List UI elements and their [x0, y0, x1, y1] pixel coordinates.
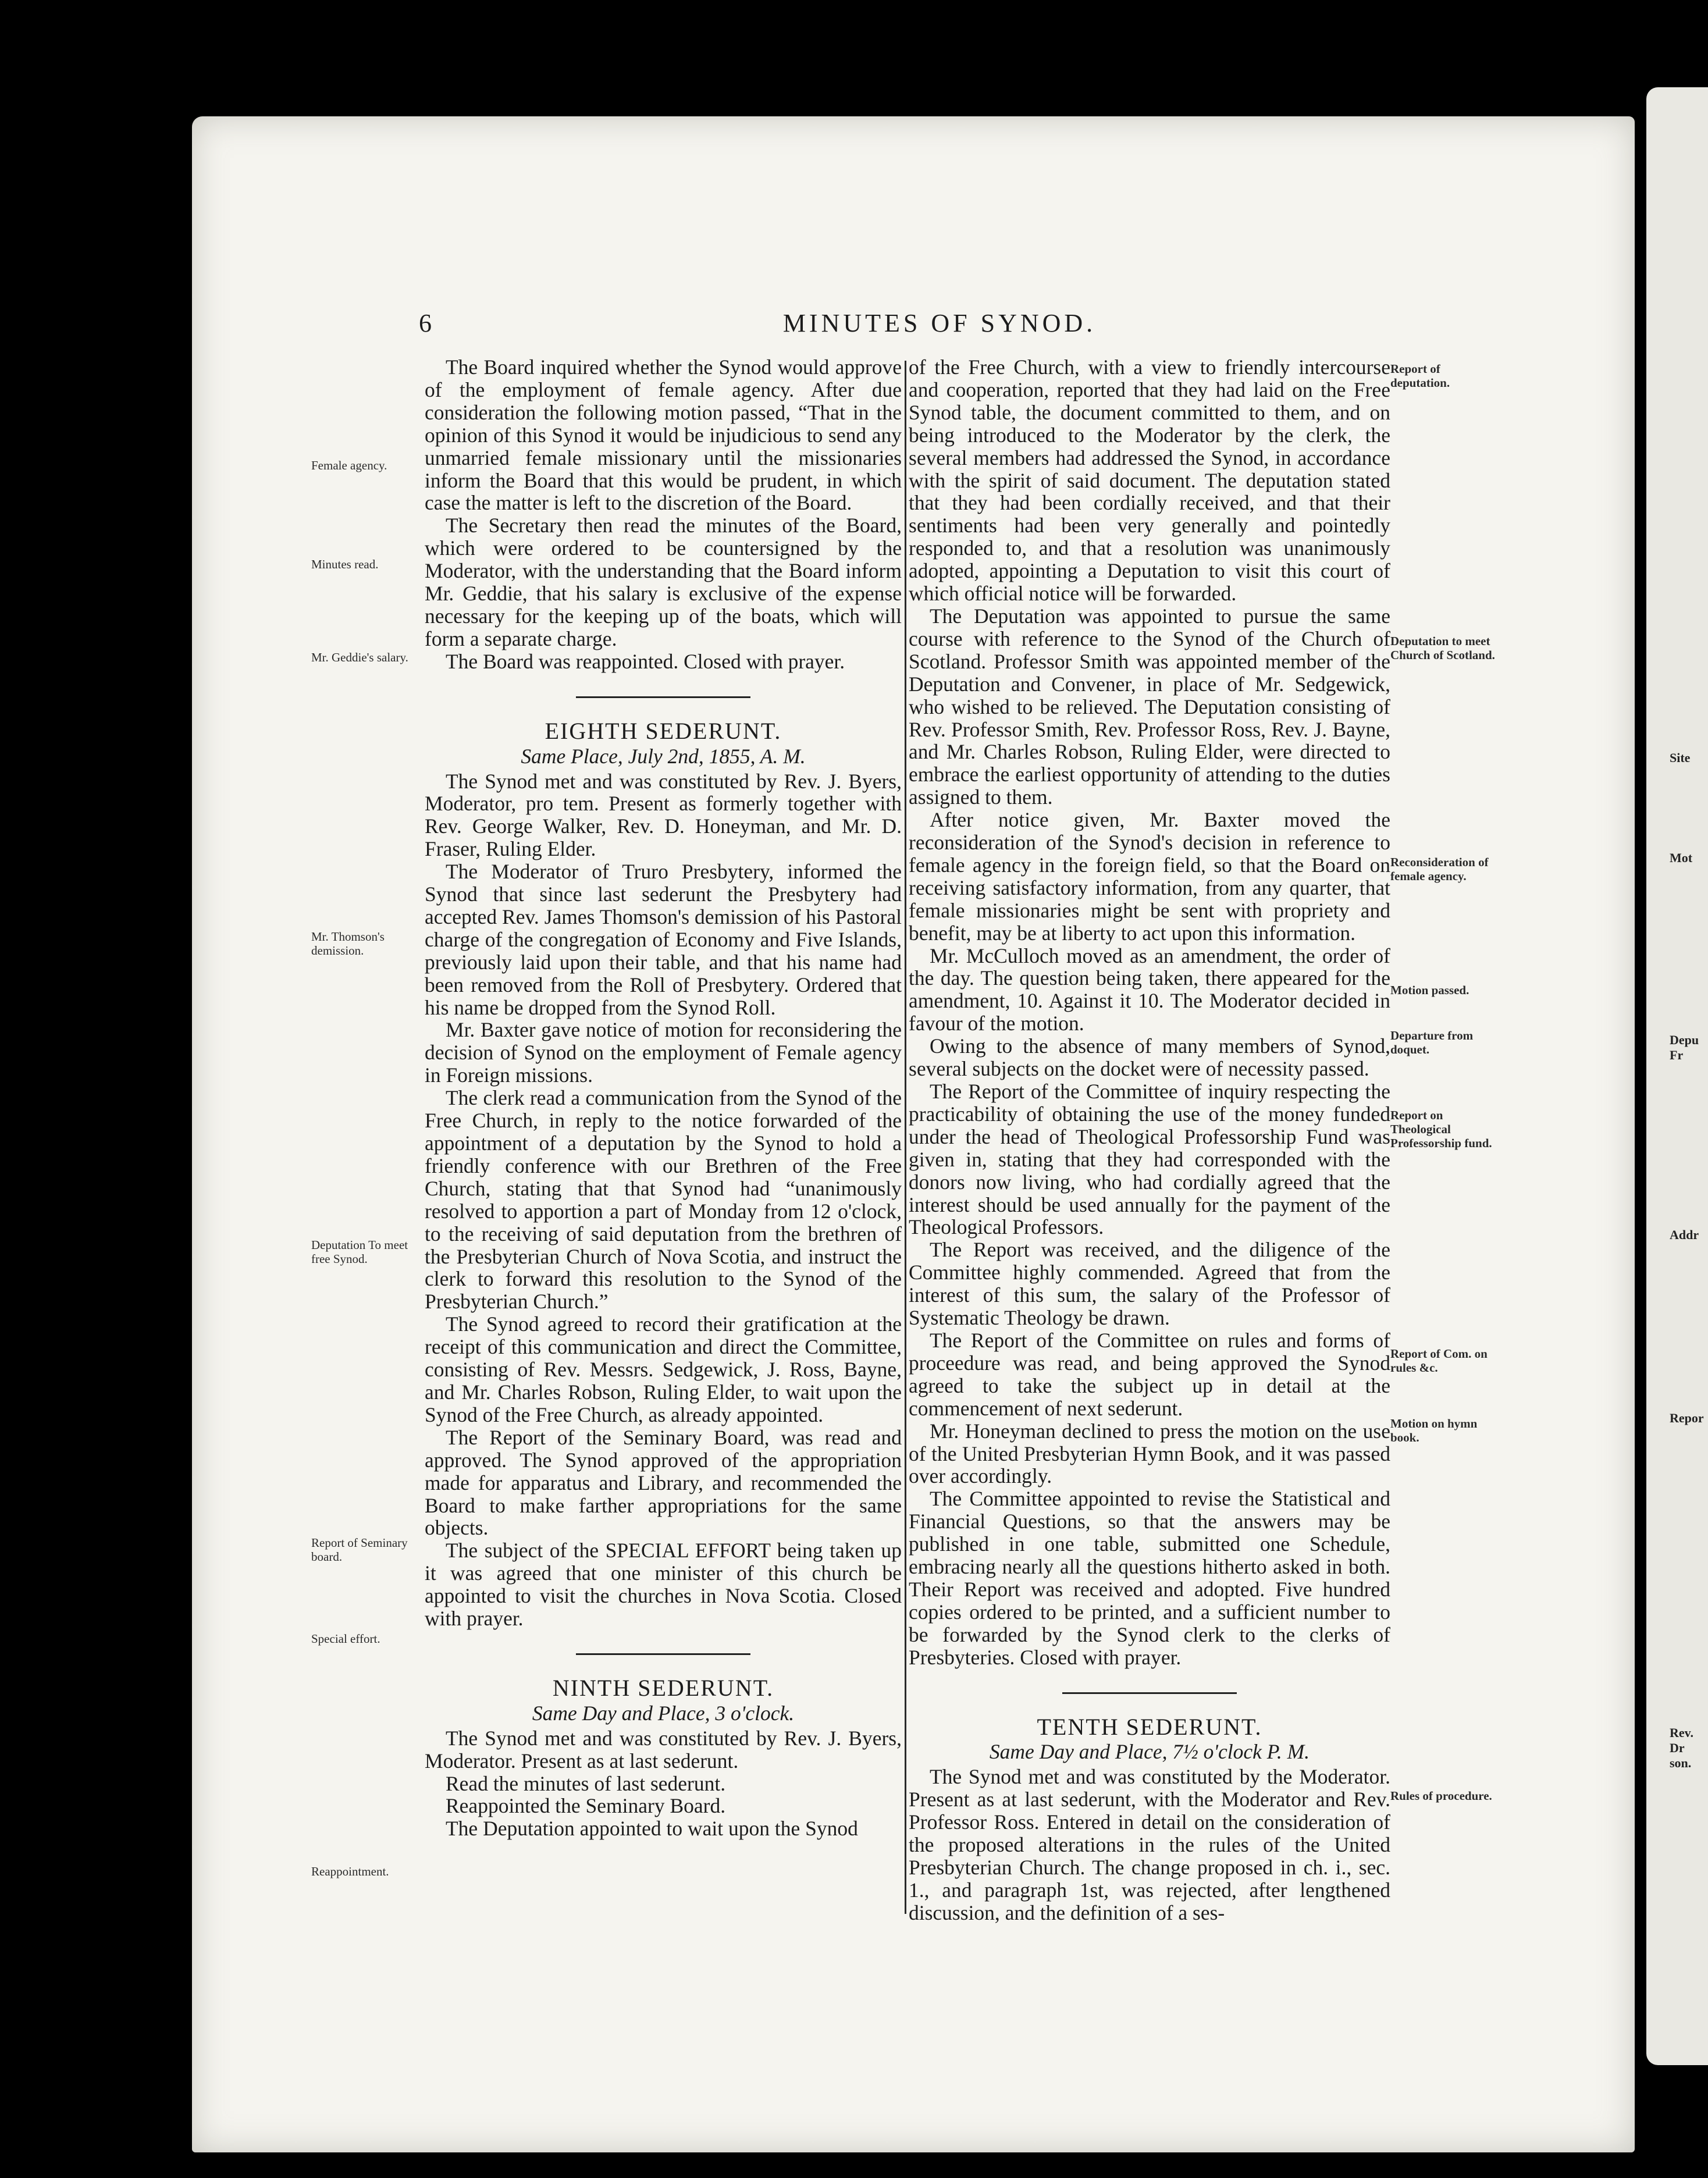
margin-note: Rules of procedure. [1390, 1789, 1492, 1803]
margin-note: Deputation to meet Church of Scotland. [1390, 634, 1495, 662]
adjacent-page-fragment: Mot [1670, 850, 1693, 865]
section-divider [576, 1653, 750, 1655]
margin-note: Report on Theological Professorship fund. [1390, 1108, 1492, 1150]
margin-note: Minutes read. [311, 557, 379, 571]
adjacent-page-fragment: Depu Fr [1670, 1033, 1699, 1062]
margin-note: Deputation To meet free Synod. [311, 1238, 408, 1266]
paragraph: The subject of the SPECIAL EFFORT being taken up it was agreed that one minister of this church be appointed to visit the churches in Nova Scotia. Closed with prayer. [425, 1539, 902, 1631]
paragraph: The Synod met and was constituted by the Moderator. Present as at last sederunt, with the Moderator and Rev. Professor Ross. Entered in detail on the consideration of the proposed alterations in the rules of the United Presbyterian Church. The change proposed in ch. i., sec. 1., and paragraph 1st, was rejected, after lengthened discussion, and the definition of a ses- [909, 1765, 1390, 1924]
margin-note: Report of Com. on rules &c. [1390, 1347, 1488, 1375]
margin-note: Reconsideration of female agency. [1390, 855, 1489, 883]
section-heading: TENTH SEDERUNT. [1037, 1713, 1262, 1740]
paragraph: After notice given, Mr. Baxter moved the reconsideration of the Synod's decision in reference to female agency in the foreign field, so that the Board on receiving satisfactory information, from any quarter, that female missionaries might be sent with propriety and benefit, may be at liberty to act upon this information. [909, 808, 1390, 945]
adjacent-page-fragment: Rev. Dr son. [1670, 1725, 1693, 1770]
margin-note: Report of Seminary board. [311, 1536, 408, 1564]
margin-note: Reappointment. [311, 1864, 389, 1878]
adjacent-page-fragment: Repor [1670, 1411, 1704, 1425]
paragraph: The Board was reappointed. Closed with prayer. [446, 649, 845, 673]
margin-note: Departure from doquet. [1390, 1028, 1474, 1056]
paragraph: The Deputation appointed to wait upon the Synod [446, 1817, 858, 1841]
margin-note: Motion on hymn book. [1390, 1417, 1478, 1444]
right-column [909, 356, 1390, 1924]
paragraph: The Board inquired whether the Synod would approve of the employment of female agency. After due consideration the following motion passed, “That in the opinion of this Synod it would be injudicious to send any unmarried female missionary until the missionaries inform the Board that this would be prudent, in which case the matter is left to the discretion of the Board. [425, 355, 902, 515]
page-header [419, 308, 1460, 343]
paragraph: of the Free Church, with a view to friendly intercourse and cooperation, reported that they had laid on the Free Synod table, the document committed to them, and on being introduced to the Moderator by the clerk, the several members had addressed the Synod, in accordance with the spirit of said document. The deputation stated that they had been cordially received, and that their sentiments had been very generally and pointedly responded to, and that a resolution was unanimously adopted, appointing a Deputation to visit this court of which official notice will be forwarded. [909, 355, 1390, 606]
section-date: Same Day and Place, 3 o'clock. [532, 1701, 795, 1725]
adjacent-page-fragment: Site [1670, 750, 1691, 765]
column-rule [905, 361, 906, 1914]
paragraph: The Synod met and was constituted by Rev. J. Byers, Moderator, pro tem. Present as formerly together with Rev. George Walker, Rev. D. Honeyman, and Mr. D. Fraser, Ruling Elder. [425, 769, 902, 861]
margin-note: Motion passed. [1390, 983, 1469, 997]
margin-note: Mr. Geddie's salary. [311, 650, 408, 664]
section-heading: NINTH SEDERUNT. [552, 1674, 774, 1701]
adjacent-page-fragment: Addr [1670, 1227, 1699, 1242]
section-divider [1062, 1692, 1237, 1694]
paragraph: The Report of the Committee on rules and forms of proceedure was read, and being approved the Synod agreed to take the subject up in detail at the commencement of next sederunt. [909, 1328, 1390, 1420]
margin-note: Mr. Thomson's demission. [311, 930, 385, 958]
section-divider [576, 696, 750, 698]
paragraph: The Secretary then read the minutes of the Board, which were ordered to be countersigned by the Moderator, with the understanding that the Board inform Mr. Geddie, that his salary is exclusive of the expense necessary for the keeping up of the boats, which will form a separate charge. [425, 514, 902, 650]
paragraph: The Moderator of Truro Presbytery, informed the Synod that since last sederunt the Presbytery had accepted Rev. James Thomson's demission of his Pastoral charge of the congregation of Economy and Five Islands, previously laid upon their table, and that his name had been removed from the Roll of Presbytery. Ordered that his name be dropped from the Synod Roll. [425, 860, 902, 1019]
left-column [425, 356, 902, 1840]
paragraph: Mr. McCulloch moved as an amendment, the order of the day. The question being taken, there appeared for the amendment, 10. Against it 10. The Moderator decided in favour of the motion. [909, 944, 1390, 1035]
paragraph: Read the minutes of last sederunt. [446, 1771, 726, 1795]
paragraph: Mr. Baxter gave notice of motion for reconsidering the decision of Synod on the employment of Female agency in Foreign missions. [425, 1018, 902, 1087]
section-date: Same Place, July 2nd, 1855, A. M. [521, 744, 806, 768]
section-date: Same Day and Place, 7½ o'clock P. M. [989, 1740, 1310, 1764]
running-title: MINUTES OF SYNOD. [782, 309, 1097, 337]
paragraph: Reappointed the Seminary Board. [446, 1794, 726, 1818]
paragraph: The Report of the Committee of inquiry respecting the practicability of obtaining the use of the money funded under the head of Theological Professorship Fund was given in, stating that they had corresponded with the donors now living, who had cordially agreed that the interest should be used annually for the payment of the Theological Professors. [909, 1080, 1390, 1239]
paragraph: The Synod met and was constituted by Rev. J. Byers, Moderator. Present as at last sederunt. [425, 1726, 902, 1773]
paragraph: The Report of the Seminary Board, was read and approved. The Synod approved of the appropriation made for apparatus and Library, and recommended the Board to make farther appropriations for the same objects. [425, 1425, 902, 1540]
margin-note: Special effort. [311, 1632, 380, 1646]
margin-note: Report of deputation. [1390, 362, 1450, 390]
paragraph: The Committee appointed to revise the Statistical and Financial Questions, so that the answers may be published in one table, submitted one Schedule, embracing nearly all the questions hitherto asked in both. Their Report was received and adopted. Five hundred copies ordered to be printed, and a sufficient number to be forwarded by the Synod clerk to the clerks of Presbyteries. Closed with prayer. [909, 1487, 1390, 1669]
margin-note: Female agency. [311, 458, 387, 472]
paragraph: The Deputation was appointed to pursue the same course with reference to the Synod of the Church of Scotland. Professor Smith was appointed member of the Deputation and Convener, in place of Mr. Sedgewick, who wished to be relieved. The Deputation consisting of Rev. Professor Smith, Rev. Professor Ross, Rev. J. Bayne, and Mr. Charles Robson, Ruling Elder, were directed to embrace the earliest opportunity of attending to the duties assigned to them. [909, 604, 1390, 809]
paragraph: The clerk read a communication from the Synod of the Free Church, in reply to the notice forwarded of the appointment of a deputation by the Synod to hold a friendly conference with our Brethren of the Free Church, stating that that Synod had “unanimously resolved to apportion a part of Monday from 12 o'clock, to the receiving of said deputation from the brethren of the Presbyterian Church of Nova Scotia, and instruct the clerk to forward this resolution to the Synod of the Presbyterian Church.” [425, 1086, 902, 1314]
section-heading: EIGHTH SEDERUNT. [545, 717, 782, 744]
paragraph: Owing to the absence of many members of Synod, several subjects on the docket were of necessity passed. [909, 1034, 1390, 1081]
paragraph: The Report was received, and the diligence of the Committee highly commended. Agreed that from the interest of this sum, the salary of the Professor of Systematic Theology be drawn. [909, 1238, 1390, 1330]
page-number: 6 [419, 309, 432, 337]
paragraph: Mr. Honeyman declined to press the motion on the use of the United Presbyterian Hymn Book, and it was passed over accordingly. [909, 1419, 1390, 1488]
paragraph: The Synod agreed to record their gratification at the receipt of this communication and direct the Committee, consisting of Rev. Messrs. Sedgewick, J. Ross, Bayne, and Mr. Charles Robson, Ruling Elder, to wait upon the Synod of the Free Church, as already appointed. [425, 1312, 902, 1426]
